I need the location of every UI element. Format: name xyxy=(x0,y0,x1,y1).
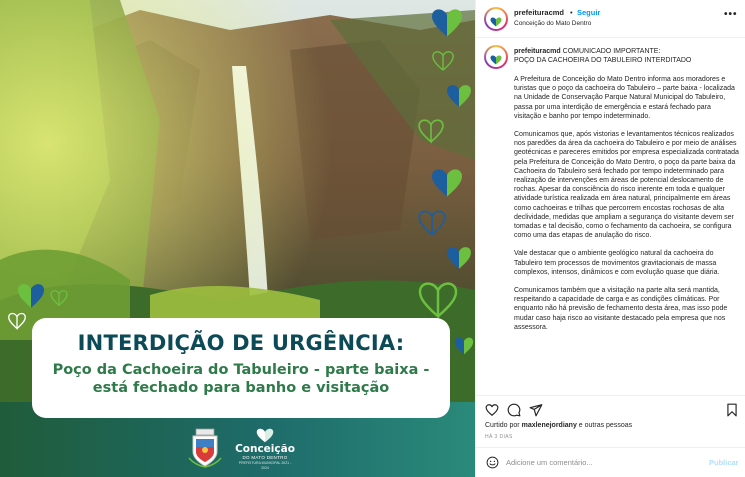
heart-outline-icon[interactable] xyxy=(485,403,499,417)
heart-leaf-icon xyxy=(418,282,458,318)
follow-button[interactable]: Seguir xyxy=(577,8,601,17)
heart-leaf-icon xyxy=(418,118,444,144)
emoji-smiley-icon[interactable] xyxy=(486,456,499,469)
bookmark-icon[interactable] xyxy=(725,403,739,417)
urgency-banner xyxy=(32,318,450,418)
heart-leaf-icon xyxy=(454,336,474,356)
location-link[interactable]: Conceição do Mato Dentro xyxy=(514,20,592,27)
caption-paragraph: Comunicamos também que a visitação na parte alta será mantida, respeitando a capacidade de carga e as condições climáticas. Por enquanto não há previsão de fechamento desta área, mas isso pode mudar caso haja risco ao visitante destacado pela empresa que nos assessora. xyxy=(514,287,728,331)
caption-body xyxy=(514,75,739,341)
action-bar xyxy=(476,395,745,421)
banner-subtitle-line-1: Poço da Cachoeira do Tabuleiro - parte baixa - xyxy=(52,362,430,378)
paper-plane-icon[interactable] xyxy=(529,403,543,417)
likes-summary xyxy=(485,422,632,429)
caption-scroll-area[interactable] xyxy=(476,40,745,395)
comment-input[interactable] xyxy=(506,454,696,471)
more-options-icon[interactable]: ••• xyxy=(724,9,738,20)
publish-button[interactable]: Publicar xyxy=(709,458,739,467)
caption-paragraph: Comunicamos que, após vistorias e levantamentos técnicos realizados nos paredões da área da cachoeira do Tabuleiro e por meio de análises geotécnicas e pareceres emitidos por empresa especializada contratada pela Prefeitura de Conceição do Mato Dentro, o poço da parte baixa da Cachoeira do Tabuleiro será fechado por tempo indeterminado para realização de intervenções em áreas de potencial deslocamento de rochas. Apesar da consciência do risco inerente em toda e qualquer atividade turística realizada em área natural, principalmente em áreas como cachoeiras e trilhas que percorrem encostas rochosas de alta declividade, medidas que ampliam a segurança do visitante devem ser tomadas e tal decisão, como o fechamento da cachoeira, se configura como uma das etapas de anulação do risco. xyxy=(514,131,739,240)
post-header xyxy=(476,0,745,38)
profile-logo-icon xyxy=(490,14,502,24)
heart-leaf-icon xyxy=(418,210,446,236)
caption-avatar[interactable] xyxy=(484,45,508,69)
likes-user-link[interactable]: maxlenejordiany xyxy=(521,422,577,429)
heart-leaf-icon xyxy=(50,290,68,306)
heart-leaf-icon xyxy=(446,84,472,108)
banner-title: INTERDIÇÃO DE URGÊNCIA: xyxy=(77,331,405,355)
brand-tagline: PREFEITURA MUNICIPAL 2021 - 2024 xyxy=(238,461,292,470)
header-username[interactable]: prefeituracmd xyxy=(514,8,565,17)
post-details-panel xyxy=(475,0,745,477)
caption-username[interactable]: prefeituracmd xyxy=(514,48,561,55)
brand-subname: DO MATO DENTRO xyxy=(242,455,288,460)
caption-paragraph: Vale destacar que o ambiente geológico natural da cachoeira do Tabuleiro tem processos de movimentos gravitacionais de massa complexos, intensos, dinâmicos e com evolução quase que diária. xyxy=(514,250,720,276)
caption-headline-line-2: POÇO DA CACHOEIRA DO TABULEIRO INTERDITADO xyxy=(514,57,692,64)
post-timestamp[interactable]: HÁ 3 DIAS xyxy=(485,434,513,440)
header-separator: • xyxy=(570,8,573,17)
heart-leaf-icon xyxy=(430,8,464,38)
likes-prefix: Curtido por xyxy=(485,422,520,429)
comment-bubble-icon[interactable] xyxy=(507,403,521,417)
heart-leaf-icon xyxy=(8,312,26,330)
likes-suffix[interactable]: e outras pessoas xyxy=(578,422,633,429)
municipal-crest-icon xyxy=(188,428,222,468)
caption-headline-line-1: COMUNICADO IMPORTANTE: xyxy=(562,48,661,55)
heart-leaf-icon xyxy=(16,283,46,309)
profile-logo-icon xyxy=(490,52,502,62)
heart-leaf-icon xyxy=(446,246,472,270)
banner-subtitle-line-2: está fechado para banho e visitação xyxy=(92,380,390,396)
caption-headline xyxy=(514,47,739,65)
brand-logo xyxy=(235,428,295,471)
heart-leaf-icon xyxy=(432,50,454,72)
comment-bar xyxy=(476,447,745,477)
caption-paragraph: A Prefeitura de Conceição do Mato Dentro informa aos moradores e turistas que o poço da cachoeira do Tabuleiro – parte baixa - localizada na Unidade de Conservação Parque Natural Municipal do Tabuleiro, passa por uma interdição de emergência e estará fechado para visitação e banho por tempo indeterminado. xyxy=(514,76,735,120)
avatar[interactable] xyxy=(484,7,508,31)
heart-leaf-icon xyxy=(430,168,464,198)
brand-name: Conceição xyxy=(235,443,295,455)
brand-heart-icon xyxy=(256,428,274,443)
